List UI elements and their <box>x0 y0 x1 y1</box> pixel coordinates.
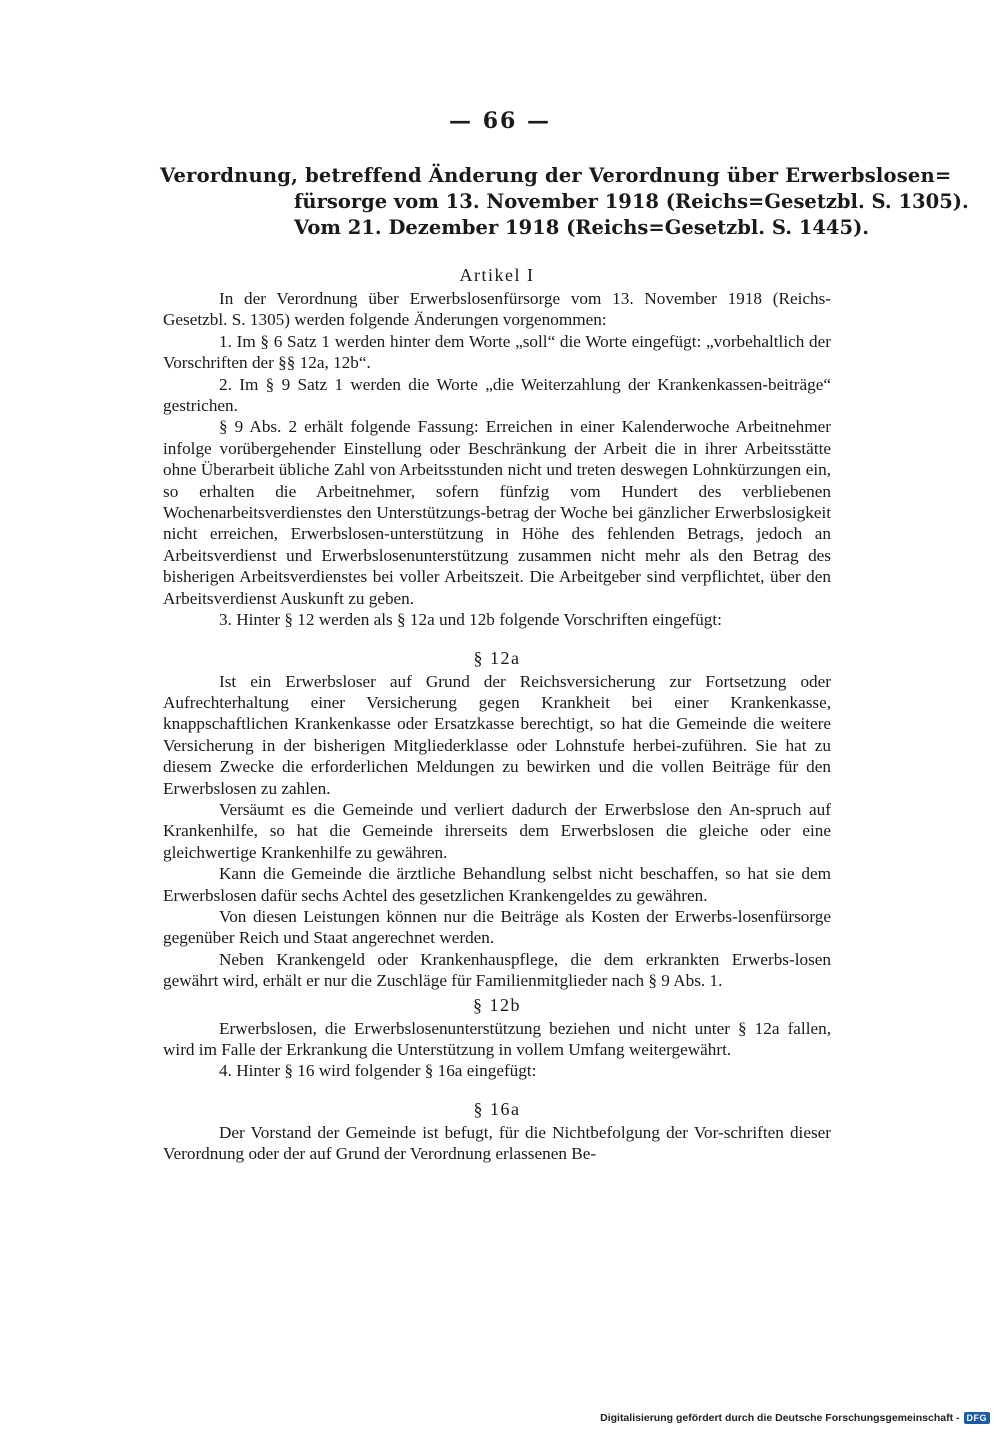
paragraph: Der Vorstand der Gemeinde ist befugt, für die Nichtbefolgung der Vor-schriften dieser Verordnung oder der auf Grund der Verordnung erlassenen Be- <box>163 1122 831 1164</box>
paragraph: Versäumt es die Gemeinde und verliert dadurch der Erwerbslose den An-spruch auf Krankenhilfe, so hat die Gemeinde ihrerseits dem Erwerbslosen die gleiche oder eine gleichwertige Krankenhilfe zu gewähren. <box>163 799 831 862</box>
document-body <box>163 262 831 1165</box>
section-heading-12b: § 12b <box>473 994 521 1015</box>
paragraph: Erwerbslosen, die Erwerbslosenunterstützung beziehen und nicht unter § 12a fallen, wird im Falle der Erkrankung die Unterstützung in vollem Umfang weitergewährt. <box>163 1018 831 1059</box>
article-heading: Artikel I <box>459 265 535 285</box>
paragraph: 4. Hinter § 16 wird folgender § 16a eingefügt: <box>219 1061 537 1081</box>
section-heading-16a: § 16a <box>473 1098 521 1119</box>
title-line-1: Verordnung, betreffend Änderung der Verordnung über Erwerbslosen= <box>160 164 952 187</box>
footer-text: Digitalisierung gefördert durch die Deutsche Forschungsgemeinschaft - <box>600 1412 960 1424</box>
paragraph: 1. Im § 6 Satz 1 werden hinter dem Worte „soll“ die Worte eingefügt: „vorbehaltlich der Vorschriften der §§ 12a, 12b“. <box>163 331 831 373</box>
digitization-credit <box>600 1412 990 1424</box>
title-line-2: fürsorge vom 13. November 1918 (Reichs=Gesetzbl. S. 1305). <box>294 190 969 213</box>
title-line-3: Vom 21. Dezember 1918 (Reichs=Gesetzbl. S. 1445). <box>294 216 870 239</box>
paragraph: Ist ein Erwerbsloser auf Grund der Reichsversicherung zur Fortsetzung oder Aufrechterhaltung einer Versicherung gegen Krankheit bei einer Krankenkasse, knappschaftlichen Krankenkasse oder Ersatzkasse berechtigt, so hat die Gemeinde die weitere Versicherung in der bisherigen Mitgliederklasse oder Lohnstufe herbei-zuführen. Sie hat zu diesem Zwecke die erforderlichen Meldungen zu bewirken und die vollen Beiträge für den Erwerbslosen zu zahlen. <box>163 671 831 798</box>
paragraph: Kann die Gemeinde die ärztliche Behandlung selbst nicht beschaffen, so hat sie dem Erwerbslosen dafür sechs Achtel des gesetzlichen Krankengeldes zu gewähren. <box>163 864 831 905</box>
dfg-logo: DFG <box>964 1412 991 1424</box>
document-title <box>160 163 969 241</box>
paragraph: 3. Hinter § 12 werden als § 12a und 12b folgende Vorschriften eingefügt: <box>219 610 722 630</box>
page-number: — 66 — <box>449 108 551 134</box>
section-heading-12a: § 12a <box>473 647 521 668</box>
paragraph: Neben Krankengeld oder Krankenhauspflege, die dem erkrankten Erwerbs-losen gewährt wird, erhält er nur die Zuschläge für Familienmitglieder nach § 9 Abs. 1. <box>163 949 831 991</box>
paragraph: 2. Im § 9 Satz 1 werden die Worte „die Weiterzahlung der Krankenkassen-beiträge“ gestrichen. <box>163 374 831 416</box>
paragraph: § 9 Abs. 2 erhält folgende Fassung: Erreichen in einer Kalenderwoche Arbeitnehmer infolge vorübergehender Einstellung oder Beschränkung der Arbeit die in ihrer Arbeitsstätte ohne Überarbeit übliche Zahl von Arbeitsstunden nicht und treten deswegen Lohnkürzungen ein, so erhalten die Arbeitnehmer, sofern fünfzig vom Hundert des verbliebenen Wochenarbeitsverdienstes den Unterstützungs-betrag der Woche bei gänzlicher Erwerbslosigkeit nicht erreichen, Erwerbslosen-unterstützung in Höhe des fehlenden Betrags, jedoch an Arbeitsverdienst und Erwerbslosenunterstützung zusammen nicht mehr als den Betrag des bisherigen Arbeitsverdienstes bei voller Arbeitszeit. Die Arbeitgeber sind verpflichtet, über den Arbeitsverdienst Auskunft zu geben. <box>163 417 831 608</box>
paragraph: In der Verordnung über Erwerbslosenfürsorge vom 13. November 1918 (Reichs-Gesetzbl. S. 1305) werden folgende Änderungen vorgenommen: <box>163 289 831 330</box>
paragraph: Von diesen Leistungen können nur die Beiträge als Kosten der Erwerbs-losenfürsorge gegenüber Reich und Staat angerechnet werden. <box>163 906 831 948</box>
